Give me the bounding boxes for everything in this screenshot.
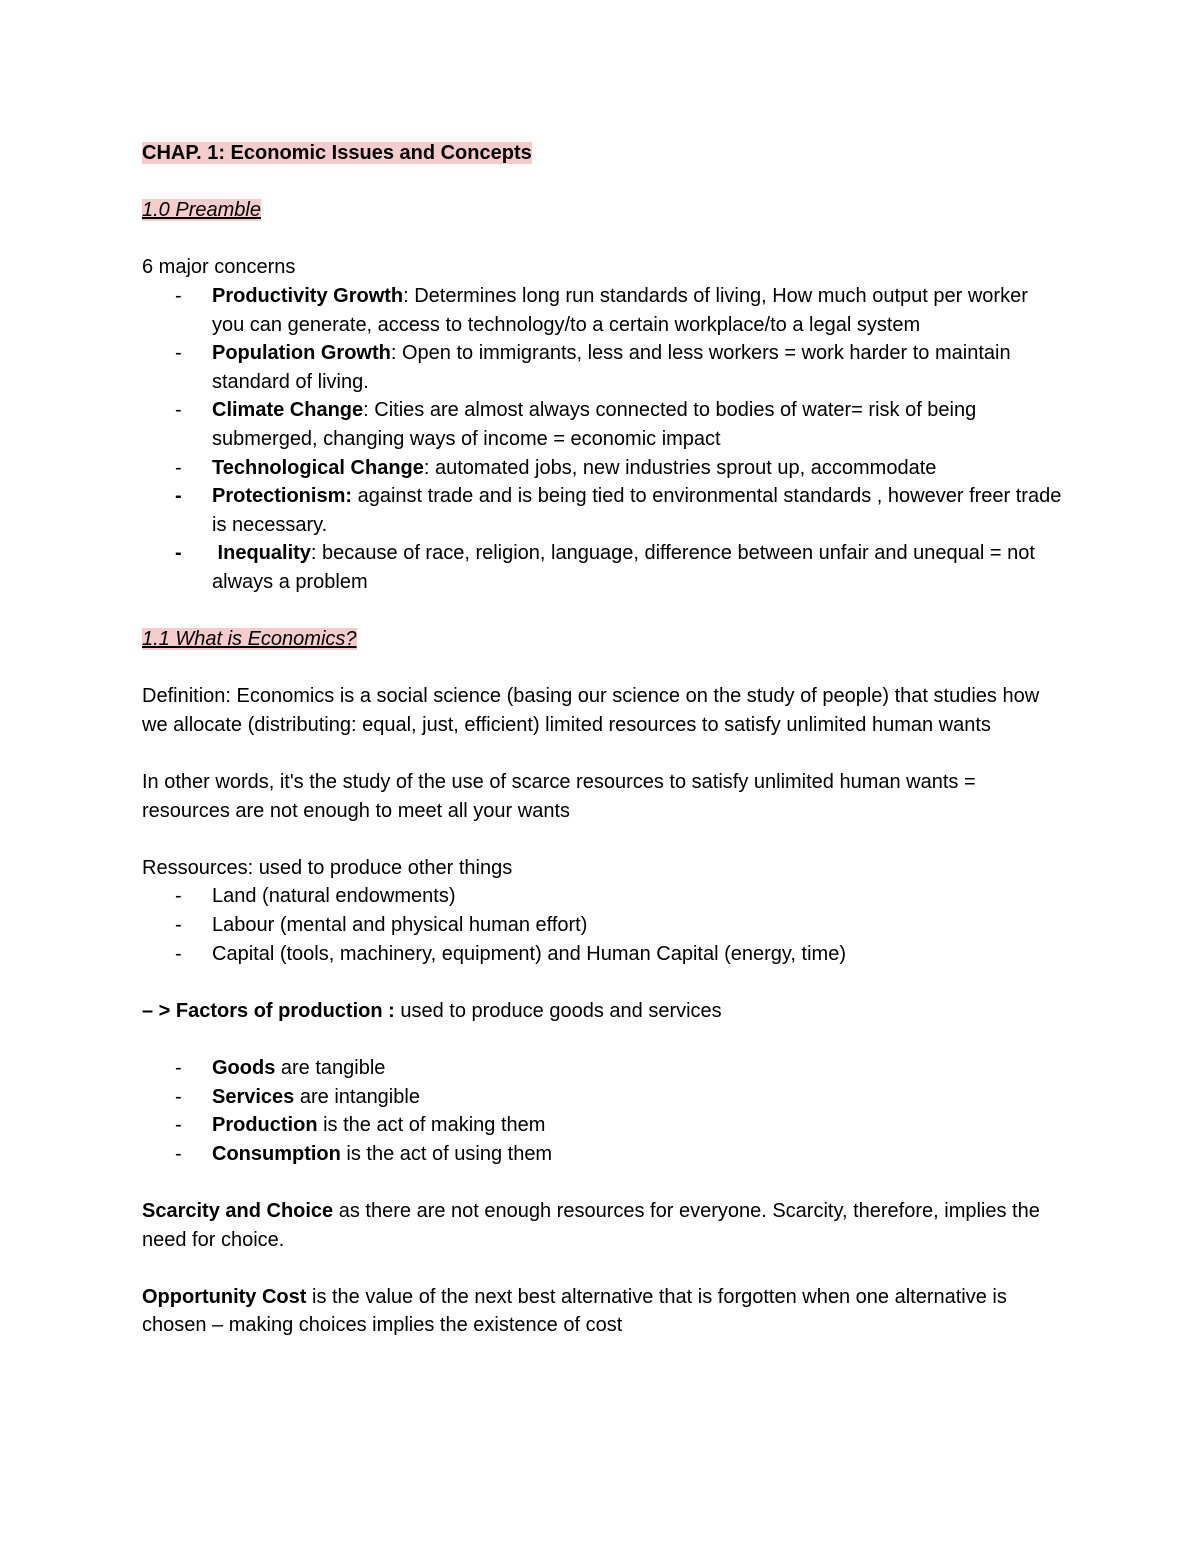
section-heading-preamble: 1.0 Preamble [142,199,261,222]
list-dash: - [175,885,182,908]
definition-paragraph: Definition: Economics is a social science (basing our science on the study of people) that studies how we allocate (distributing: equal, just, efficient) limited resources to satisfy unlimited human wants [142,685,1040,736]
concern-term: Technological Change [212,456,424,479]
other-words-paragraph: In other words, it's the study of the use of scarce resources to satisfy unlimited human wants = resources are not enough to meet all your wants [142,771,976,822]
goods-term: Consumption [212,1142,341,1165]
list-dash: - [175,342,182,365]
concern-term: Inequality [212,542,311,565]
resource-text: Land (natural endowments) [212,885,456,908]
list-item [142,911,1062,940]
list-item [142,1140,1062,1169]
concern-term: Population Growth [212,342,391,365]
list-dash: - [175,485,182,508]
section-heading-line [142,625,1062,654]
list-item [142,482,1062,539]
list-dash: - [175,1142,182,1165]
list-dash: - [175,1114,182,1137]
goods-text: are tangible [275,1057,386,1079]
list-dash: - [175,399,182,422]
concern-term: Protectionism: [212,485,353,508]
list-dash: - [175,1085,182,1108]
list-item [142,282,1062,339]
concerns-list [142,282,1062,597]
document-page [142,139,1062,1340]
concern-text: : automated jobs, new industries sprout up, accommodate [423,456,937,479]
factors-line [142,997,1062,1026]
concern-text: : Determines long run standards of living, How much output per worker you can generate, access to technology/to a certain workplace/to a legal system [212,284,1028,336]
section-heading-line [142,196,1062,225]
concern-term: Climate Change [212,399,364,422]
list-dash: - [175,942,182,965]
goods-term: Goods [212,1057,276,1079]
list-dash: - [175,456,182,479]
list-dash: - [175,914,182,937]
concern-text: : Cities are almost always connected to bodies of water= risk of being submerged, changing ways of income = economic impact [212,399,977,450]
chapter-title-line [142,139,1062,168]
list-dash: - [175,284,182,307]
goods-text: is the act of using them [340,1142,553,1165]
opportunity-term: Opportunity Cost [142,1285,307,1308]
scarcity-paragraph [142,1197,1062,1254]
list-item [142,1083,1062,1112]
concern-text: against trade and is being tied to environmental standards , however freer trade is necessary. [212,485,1062,536]
scarcity-term: Scarcity and Choice [142,1199,334,1222]
goods-term: Production [212,1114,318,1137]
list-item [142,1111,1062,1140]
factors-text: used to produce goods and services [394,999,722,1022]
chapter-title: CHAP. 1: Economic Issues and Concepts [142,142,532,164]
concern-term: Productivity Growth [212,284,404,307]
list-item [142,339,1062,396]
scarcity-text: as there are not enough resources for everyone. Scarcity, therefore, implies the need for choice. [142,1199,1040,1251]
list-item [142,396,1062,453]
section-heading-economics: 1.1 What is Economics? [142,628,357,651]
opportunity-text: is the value of the next best alternative that is forgotten when one alternative is chosen – making choices implies the existence of cost [142,1285,1007,1337]
goods-list [142,1054,1062,1168]
list-item [142,940,1062,969]
list-item [142,539,1062,596]
resources-list [142,882,1062,968]
concern-text: : because of race, religion, language, difference between unfair and unequal = not always a problem [212,542,1035,593]
factors-term: – > Factors of production : [142,999,395,1022]
goods-text: is the act of making them [317,1114,546,1137]
opportunity-paragraph [142,1283,1062,1340]
concern-text: : Open to immigrants, less and less workers = work harder to maintain standard of living. [212,342,1011,393]
resource-text: Capital (tools, machinery, equipment) and Human Capital (energy, time) [212,942,846,965]
list-dash: - [175,1057,182,1079]
concerns-intro: 6 major concerns [142,256,296,279]
goods-text: are intangible [294,1085,420,1108]
list-item [142,1054,1062,1083]
goods-term: Services [212,1085,295,1108]
list-item [142,882,1062,911]
resources-intro: Ressources: used to produce other things [142,856,513,879]
resource-text: Labour (mental and physical human effort) [212,914,588,937]
list-item [142,454,1062,483]
list-dash: - [175,542,182,565]
